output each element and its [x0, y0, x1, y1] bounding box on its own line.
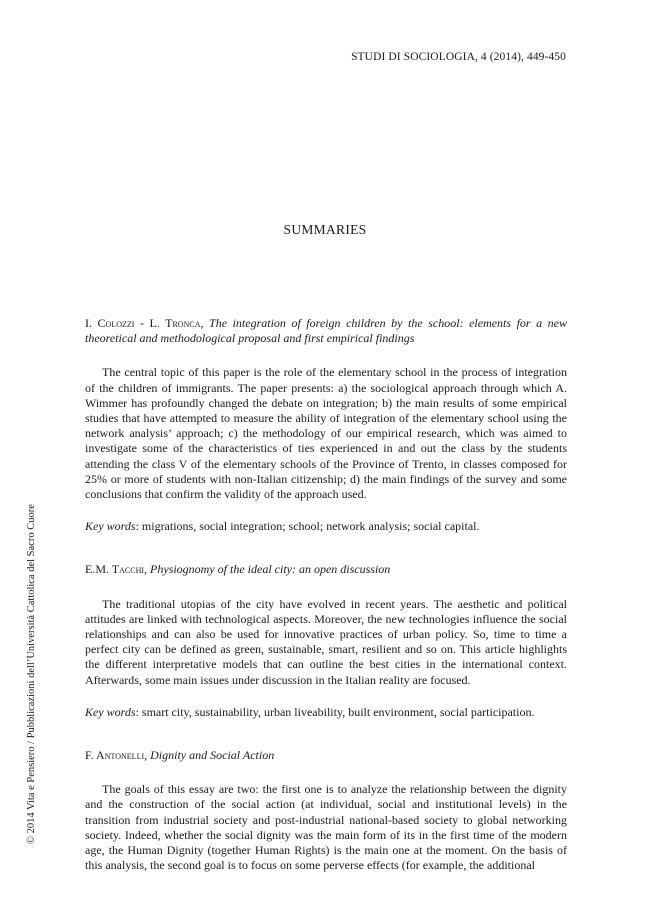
entry-separator: , [144, 748, 151, 763]
entry-abstract: The central topic of this paper is the role of the elementary school in the process of integration of the children of immigrants. The paper presents: a) the sociological approach through which A. Wimmer has profoundly changed the debate on integration; b) the main results of some empirical studies that have attempted to measure the ability of integration of the elementary school using the network analysis’ approach; c) the methodology of our empirical research, which was aimed to investigate some of the characteristics of ties experienced in and out the class by the students attending the class V of the elementary schools of the Province of Trento, in classes composed for 25% or more of students with non-Italian citizenship; d) the main findings of the survey and some conclusions that confirm the validity of the approach used. [85, 365, 567, 502]
entry-title: Dignity and Social Action [150, 748, 275, 763]
summary-entry [85, 748, 567, 873]
keywords-label: Key words [85, 704, 136, 719]
entry-heading [85, 748, 567, 763]
entry-abstract: The traditional utopias of the city have evolved in recent years. The aesthetic and political attitudes are linked with technological aspects. Moreover, the new technologies influence the social relationships and can also be used for innovative practices of urban policy. So, time to time a perfect city can be defined as green, sustainable, smart, resilient and so on. This article highlights the different interpretative models that can outline the best cities in the international context. Afterwards, some main issues under discussion in the Italian reality are focused. [85, 596, 567, 687]
entry-separator: , [200, 316, 210, 330]
section-title: SUMMARIES [283, 222, 367, 237]
entry-keywords [85, 519, 567, 534]
summary-entry [85, 316, 567, 534]
keywords-text: : smart city, sustainability, urban liveability, built environment, social participation. [135, 704, 535, 719]
entry-authors: E.M. Tacchi [85, 562, 145, 577]
entry-authors: I. Colozzi - L. Tronca [85, 316, 201, 330]
entry-title: Physiognomy of the ideal city: an open discussion [150, 562, 391, 577]
entry-title: The integration of foreign children by the school: elements for a new theoretical and methodological proposal and first empirical findings [85, 316, 568, 346]
keywords-text: : migrations, social integration; school; network analysis; social capital. [135, 519, 480, 534]
entry-abstract: The goals of this essay are two: the first one is to analyze the relationship between the dignity and the construction of the social action (at individual, social and institutional levels) in the transition from industrial society and post-industrial national-based society to global networking society. Indeed, whether the social dignity was the main form of its in the first time of the modern age, the Human Dignity (together Human Rights) is the main one at the moment. On the basis of this analysis, the second goal is to focus on some perverse effects (for example, the additional [85, 782, 567, 873]
entry-heading [85, 316, 567, 346]
running-head: STUDI DI SOCIOLOGIA, 4 (2014), 449-450 [351, 51, 566, 63]
summary-entry [85, 562, 567, 720]
summaries-list [85, 316, 567, 873]
entry-keywords [85, 705, 567, 720]
keywords-label: Key words [85, 519, 136, 534]
entry-heading [85, 562, 567, 577]
entry-authors: F. Antonelli [85, 748, 145, 763]
copyright-notice: © 2014 Vita e Pensiero / Pubblicazioni dell’Università Cattolica del Sacro Cuore [26, 504, 37, 844]
entry-separator: , [144, 562, 151, 577]
